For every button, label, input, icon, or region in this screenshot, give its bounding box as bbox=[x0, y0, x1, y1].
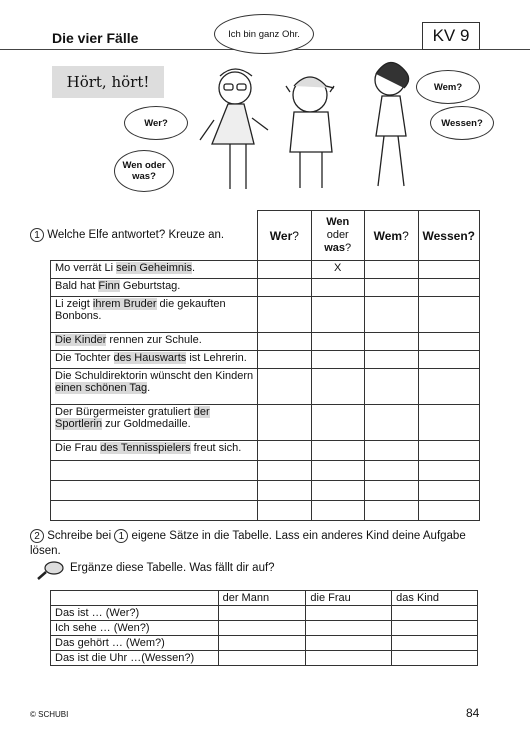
magnifier-icon bbox=[36, 560, 66, 582]
sentence-text: die gekauften Bonbons. bbox=[55, 298, 226, 322]
col-wessen: Wessen? bbox=[418, 211, 480, 261]
sentence-text: rennen zur Schule. bbox=[106, 334, 202, 346]
checkbox-cell[interactable] bbox=[258, 481, 311, 501]
checkbox-cell[interactable] bbox=[311, 461, 364, 481]
sentence-text: Mo verrät Li bbox=[55, 262, 117, 274]
task2-input-cell[interactable] bbox=[218, 606, 306, 621]
task2-row bbox=[51, 651, 478, 666]
sentence-cell bbox=[51, 279, 258, 297]
checkbox-cell[interactable] bbox=[418, 369, 480, 405]
checkbox-cell[interactable] bbox=[364, 369, 418, 405]
task2-row bbox=[51, 636, 478, 651]
task1-empty-row bbox=[51, 461, 480, 481]
task2-input-cell[interactable] bbox=[392, 606, 478, 621]
checkbox-cell[interactable] bbox=[311, 351, 364, 369]
task2-input-cell[interactable] bbox=[392, 621, 478, 636]
checkbox-cell[interactable] bbox=[418, 501, 480, 521]
task1-row bbox=[51, 441, 480, 461]
checkbox-cell[interactable] bbox=[364, 501, 418, 521]
checkbox-cell[interactable] bbox=[418, 297, 480, 333]
page-number: 84 bbox=[466, 706, 480, 720]
checkbox-cell[interactable] bbox=[258, 333, 311, 351]
sentence-input-cell[interactable] bbox=[51, 501, 258, 521]
sentence-text: Die Tochter bbox=[55, 352, 114, 364]
sentence-cell bbox=[51, 261, 258, 279]
task2-extra: Ergänze diese Tabelle. Was fällt dir auf? bbox=[70, 562, 275, 574]
sentence-cell bbox=[51, 351, 258, 369]
task2-input-cell[interactable] bbox=[218, 651, 306, 666]
checkbox-cell[interactable] bbox=[418, 261, 480, 279]
col-wen-oder-was: Wen oder was? bbox=[311, 211, 364, 261]
sentence-text: zur Goldmedaille. bbox=[102, 418, 191, 430]
checkbox-cell[interactable] bbox=[364, 279, 418, 297]
task2-row-label: Das gehört … (Wem?) bbox=[51, 636, 219, 651]
sentence-input-cell[interactable] bbox=[51, 461, 258, 481]
sentence-text: Der Bürgermeister gratuliert bbox=[55, 406, 194, 418]
checkbox-cell[interactable] bbox=[258, 369, 311, 405]
checkbox-cell[interactable] bbox=[311, 405, 364, 441]
children-illustration bbox=[190, 50, 430, 200]
task1-row bbox=[51, 279, 480, 297]
task2-col-header bbox=[51, 591, 219, 606]
task2-input-cell[interactable] bbox=[306, 621, 392, 636]
task1-empty-row bbox=[51, 501, 480, 521]
checkbox-cell[interactable] bbox=[418, 461, 480, 481]
task1-row bbox=[51, 351, 480, 369]
bubble-wer: Wer? bbox=[124, 106, 188, 140]
checkbox-cell[interactable] bbox=[364, 461, 418, 481]
task2-input-cell[interactable] bbox=[306, 636, 392, 651]
task2-row-label: Ich sehe … (Wen?) bbox=[51, 621, 219, 636]
checkbox-cell[interactable] bbox=[418, 351, 480, 369]
task2-instruction: 2 Schreibe bei 1 eigene Sätze in die Tabelle. Lass ein anderes Kind deine Aufgabe lösen. bbox=[30, 530, 466, 557]
checkbox-cell[interactable] bbox=[311, 441, 364, 461]
task1-corner bbox=[51, 211, 258, 261]
task2-input-cell[interactable] bbox=[218, 621, 306, 636]
sentence-text: Li zeigt bbox=[55, 298, 93, 310]
sentence-cell bbox=[51, 297, 258, 333]
task2-input-cell[interactable] bbox=[306, 651, 392, 666]
checkbox-cell[interactable] bbox=[418, 441, 480, 461]
col-wer: Wer? bbox=[258, 211, 311, 261]
highlighted-phrase: des Hauswarts bbox=[113, 352, 187, 364]
task2-input-cell[interactable] bbox=[306, 606, 392, 621]
bubble-wem: Wem? bbox=[416, 70, 480, 104]
checkbox-cell[interactable] bbox=[258, 501, 311, 521]
task2-col-header: das Kind bbox=[392, 591, 478, 606]
checkbox-cell[interactable] bbox=[258, 351, 311, 369]
checkbox-cell[interactable] bbox=[311, 369, 364, 405]
task2-col-header: die Frau bbox=[306, 591, 392, 606]
checkbox-cell[interactable] bbox=[311, 501, 364, 521]
task2-number: 2 bbox=[30, 529, 44, 543]
checkbox-cell[interactable] bbox=[258, 261, 311, 279]
worksheet-title: Die vier Fälle bbox=[52, 30, 139, 46]
kv-label: KV 9 bbox=[422, 22, 480, 50]
task1-row bbox=[51, 369, 480, 405]
bubble-wessen: Wessen? bbox=[430, 106, 494, 140]
checkbox-cell[interactable] bbox=[364, 351, 418, 369]
sentence-text: . bbox=[191, 262, 196, 274]
checkbox-cell[interactable] bbox=[418, 481, 480, 501]
checkbox-cell[interactable] bbox=[364, 405, 418, 441]
task1-row bbox=[51, 297, 480, 333]
task2-row bbox=[51, 621, 478, 636]
task1-empty-row bbox=[51, 481, 480, 501]
sentence-cell bbox=[51, 441, 258, 461]
task2-input-cell[interactable] bbox=[392, 651, 478, 666]
highlighted-phrase: sein Geheimnis bbox=[116, 262, 192, 274]
checkbox-cell[interactable] bbox=[311, 333, 364, 351]
checkbox-cell[interactable] bbox=[258, 279, 311, 297]
bubble-center: Ich bin ganz Ohr. bbox=[214, 14, 314, 54]
task2-row bbox=[51, 606, 478, 621]
highlighted-phrase: der Sportlerin bbox=[55, 406, 210, 430]
sentence-text: Die Frau bbox=[55, 442, 101, 454]
checkbox-cell[interactable] bbox=[418, 333, 480, 351]
sentence-text: Bald hat bbox=[55, 280, 99, 292]
highlighted-phrase: Die Kinder bbox=[55, 334, 107, 346]
col-wem: Wem? bbox=[364, 211, 418, 261]
checkbox-cell[interactable] bbox=[364, 441, 418, 461]
bubble-wen-oder-was: Wen oder was? bbox=[114, 150, 174, 192]
task2-input-cell[interactable] bbox=[218, 636, 306, 651]
highlighted-phrase: ihrem Bruder bbox=[92, 298, 157, 310]
checkbox-cell[interactable]: X bbox=[311, 261, 364, 279]
task2-row-label: Das ist die Uhr …(Wessen?) bbox=[51, 651, 219, 666]
checkbox-cell[interactable] bbox=[258, 405, 311, 441]
task2-table bbox=[50, 590, 478, 666]
task1-row bbox=[51, 261, 480, 279]
checkbox-cell[interactable] bbox=[311, 481, 364, 501]
task2-row-label: Das ist … (Wer?) bbox=[51, 606, 219, 621]
sentence-text: Geburtstag. bbox=[119, 280, 181, 292]
checkbox-cell[interactable] bbox=[418, 279, 480, 297]
checkbox-cell[interactable] bbox=[258, 441, 311, 461]
highlighted-phrase: Finn bbox=[98, 280, 120, 292]
checkbox-cell[interactable] bbox=[418, 405, 480, 441]
task2-col-header: der Mann bbox=[218, 591, 306, 606]
sentence-input-cell[interactable] bbox=[51, 481, 258, 501]
checkbox-cell[interactable] bbox=[258, 297, 311, 333]
checkbox-cell[interactable] bbox=[258, 461, 311, 481]
highlighted-phrase: des Tennisspielers bbox=[100, 442, 191, 454]
checkbox-cell[interactable] bbox=[311, 297, 364, 333]
sentence-cell bbox=[51, 405, 258, 441]
copyright: © SCHUBI bbox=[30, 710, 69, 719]
checkbox-cell[interactable] bbox=[311, 279, 364, 297]
task1-text: Welche Elfe antwortet? Kreuze an. bbox=[47, 229, 225, 241]
highlighted-phrase: einen schönen Tag bbox=[55, 382, 148, 394]
sentence-text: . bbox=[147, 382, 151, 394]
sentence-text: freut sich. bbox=[190, 442, 242, 454]
task2-input-cell[interactable] bbox=[392, 636, 478, 651]
checkbox-cell[interactable] bbox=[364, 333, 418, 351]
checkbox-cell[interactable] bbox=[364, 261, 418, 279]
task1-table bbox=[50, 210, 480, 521]
sentence-cell bbox=[51, 333, 258, 351]
task2-ref-number: 1 bbox=[114, 529, 128, 543]
sentence-text: ist Lehrerin. bbox=[186, 352, 247, 364]
task1-number: 1 bbox=[30, 228, 44, 242]
task1-row bbox=[51, 405, 480, 441]
checkbox-cell[interactable] bbox=[364, 297, 418, 333]
sentence-cell bbox=[51, 369, 258, 405]
banner-title: Hört, hört! bbox=[52, 66, 164, 98]
task1-row bbox=[51, 333, 480, 351]
checkbox-cell[interactable] bbox=[364, 481, 418, 501]
sentence-text: Die Schuldirektorin wünscht den Kindern bbox=[55, 370, 254, 382]
